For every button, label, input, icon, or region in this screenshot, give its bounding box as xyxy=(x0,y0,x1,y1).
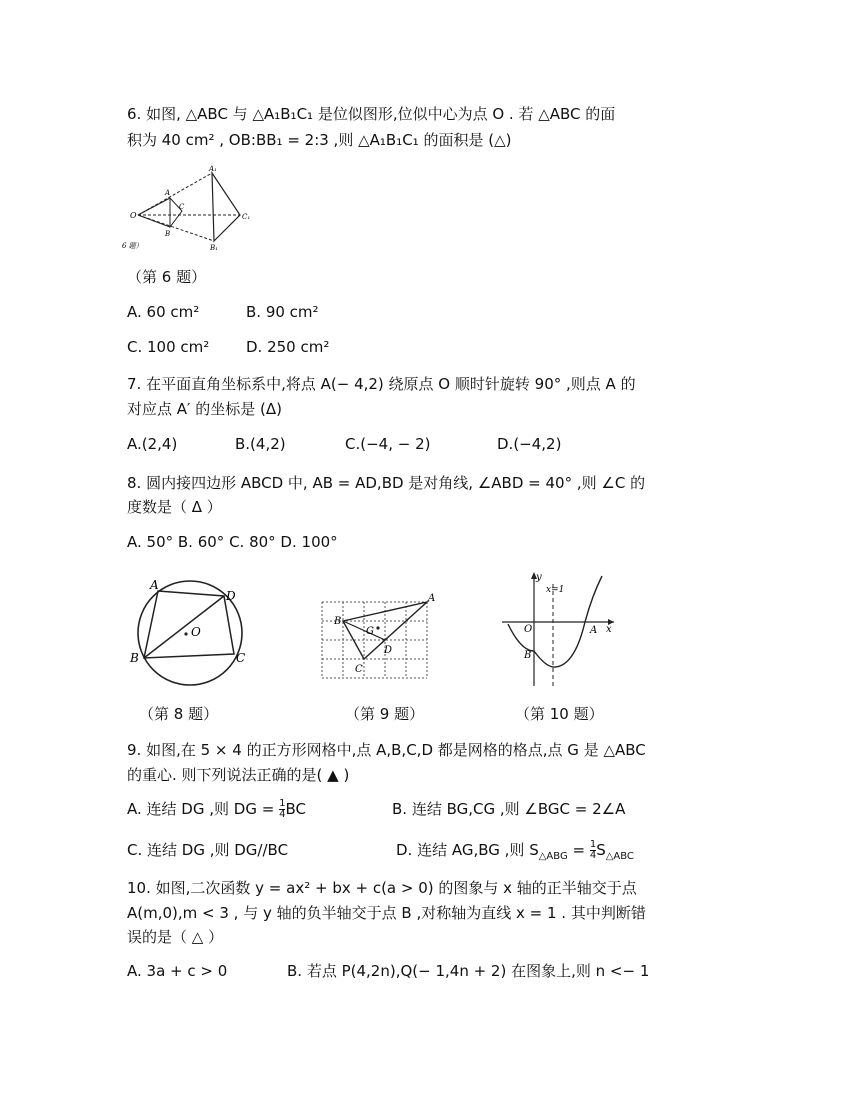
fig9-label-a: A xyxy=(428,593,436,604)
fig8-caption: （第 8 题） xyxy=(139,705,219,723)
fig10-label-o: O xyxy=(524,624,533,635)
fig10-label-b: B xyxy=(524,650,532,661)
q6-option-b: B. 90 cm² xyxy=(246,303,319,321)
q6-option-a: A. 60 cm² xyxy=(127,303,200,321)
q6-line1: 6. 如图, △ABC 与 △A₁B₁C₁ 是位似图形,位似中心为点 O . 若 △ABC 的面 xyxy=(127,105,616,123)
fig9-label-d: D xyxy=(384,645,393,656)
q7-option-b: B.(4,2) xyxy=(235,435,286,453)
q9-option-d-fraction: $\frac{1}{4}$ xyxy=(589,839,597,861)
fig9-label-b: B xyxy=(334,616,342,627)
fig9-label-g: G xyxy=(366,626,374,637)
fig9-label-c: C xyxy=(355,664,363,675)
fig6-label-b1: B₁ xyxy=(210,244,218,252)
q9-line2: 的重心. 则下列说法正确的是( ▲ ) xyxy=(127,766,350,784)
q10-line3: 误的是（ △ ） xyxy=(127,928,224,946)
q7-option-a: A.(2,4) xyxy=(127,435,178,453)
fig6-label-a: A xyxy=(165,189,171,197)
q10-option-a: A. 3a + c > 0 xyxy=(127,962,228,980)
q9-line1: 9. 如图,在 5 × 4 的正方形网格中,点 A,B,C,D 都是网格的格点,点 G 是 △ABC xyxy=(127,741,646,759)
q8-line2: 度数是（ Δ ） xyxy=(127,498,222,516)
fig10-label-x: x xyxy=(606,624,612,635)
q10-line1: 10. 如图,二次函数 y = ax² + bx + c(a > 0) 的图象与 x 轴的正半轴交于点 xyxy=(127,879,637,897)
q6-figure xyxy=(122,163,262,253)
fig8-label-c: C xyxy=(236,651,246,665)
fig8-label-b: B xyxy=(130,651,139,665)
q9-option-a-fraction: $\frac{1}{4}$ xyxy=(279,798,286,820)
q9-option-a: A. 连结 DG ,则 DG = $\frac{1}{4}$ BC xyxy=(127,798,306,820)
q6-option-d: D. 250 cm² xyxy=(246,338,330,356)
q8-line1: 8. 圆内接四边形 ABCD 中, AB = AD,BD 是对角线, ∠ABD = 40° ,则 ∠C 的 xyxy=(127,474,646,492)
q6-option-c: C. 100 cm² xyxy=(127,338,210,356)
q8-options: A. 50° B. 60° C. 80° D. 100° xyxy=(127,533,338,551)
fig6-label-o: O xyxy=(130,211,137,220)
fig8-label-a: A xyxy=(150,578,159,592)
q9-option-b: B. 连结 BG,CG ,则 ∠BGC = 2∠A xyxy=(392,800,626,818)
fig6-label-c1: C₁ xyxy=(242,213,251,221)
q6-line2: 积为 40 cm² , OB:BB₁ = 2:3 ,则 △A₁B₁C₁ 的面积是 (△) xyxy=(127,131,512,149)
fig10-parabola-figure xyxy=(496,566,621,691)
fig9-grid-figure xyxy=(316,590,436,690)
fig10-label-y: y xyxy=(536,572,542,583)
fig10-label-x1: x=1 xyxy=(546,585,565,595)
q9-option-a-text: A. 连结 DG ,则 DG = xyxy=(127,800,280,818)
q7-line2: 对应点 A′ 的坐标是 (Δ) xyxy=(127,400,282,418)
q10-line2: A(m,0),m < 3 , 与 y 轴的负半轴交于点 B ,对称轴为直线 x = 1 . 其中判断错 xyxy=(127,904,646,922)
q10-option-b: B. 若点 P(4,2n),Q(− 1,4n + 2) 在图象上,则 n <− 1 xyxy=(287,962,650,980)
q7-line1: 7. 在平面直角坐标系中,将点 A(− 4,2) 绕原点 O 顺时针旋转 90° ,则点 A 的 xyxy=(127,375,636,393)
fig6-label-b: B xyxy=(165,230,171,238)
q9-option-c: C. 连结 DG ,则 DG//BC xyxy=(127,841,289,859)
q7-option-c: C.(−4, − 2) xyxy=(345,435,431,453)
q6-caption: （第 6 题） xyxy=(127,268,207,286)
fig10-label-a: A xyxy=(590,625,598,636)
fig6-side-label: 6 题） xyxy=(122,242,143,250)
fig8-label-d: D xyxy=(226,589,236,603)
fig8-circle-figure xyxy=(128,578,253,693)
fig6-label-c: C xyxy=(179,203,185,211)
q7-option-d: D.(−4,2) xyxy=(497,435,562,453)
fig10-caption: （第 10 题） xyxy=(515,705,604,723)
fig9-caption: （第 9 题） xyxy=(345,705,425,723)
fig8-label-o: O xyxy=(191,625,201,639)
fig6-label-a1: A₁ xyxy=(209,165,217,173)
q9-option-d: D. 连结 AG,BG ,则 $S_{\triangle ABG}$ = $\frac{1}{4}$ $S_{\triangle ABC}$ xyxy=(396,839,634,862)
